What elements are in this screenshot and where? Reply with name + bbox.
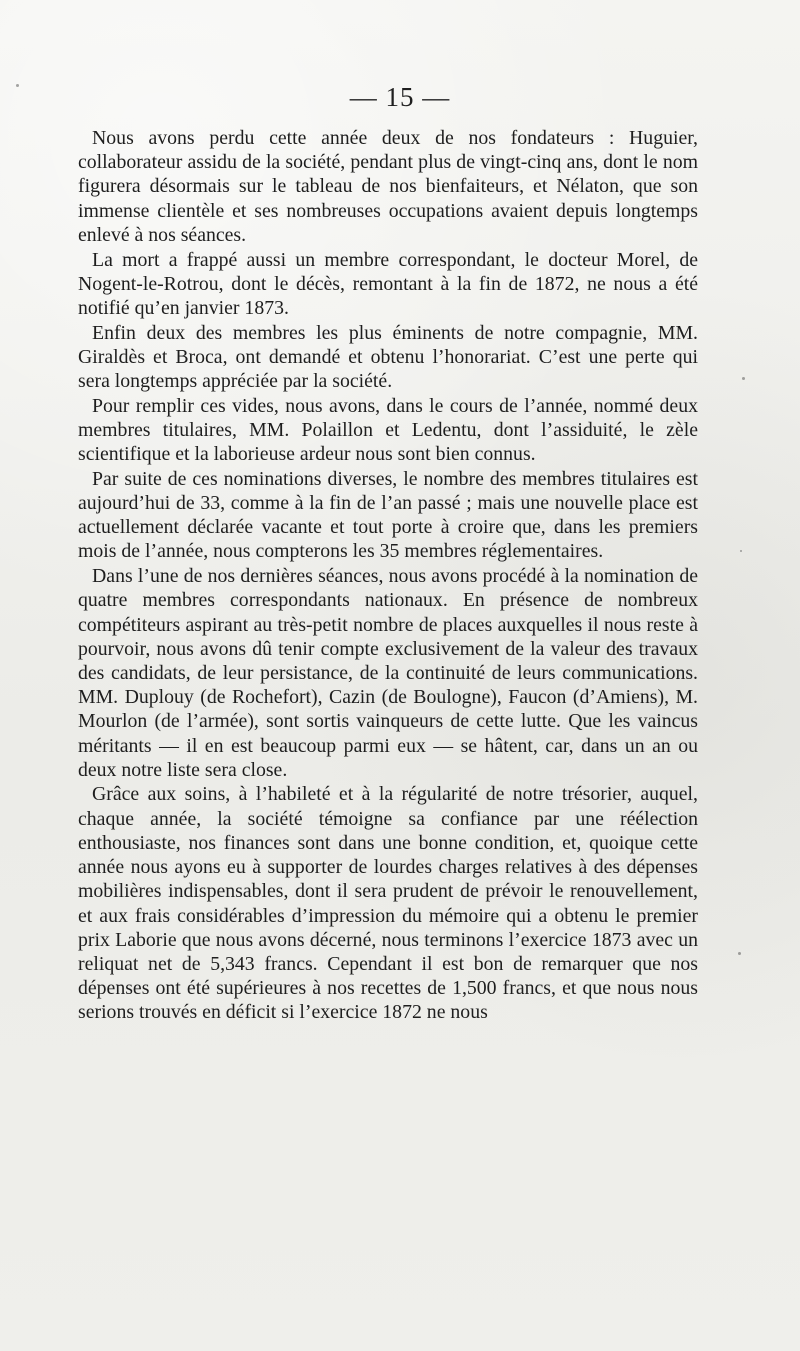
paragraph-6: Dans l’une de nos dernières séances, nous avons procédé à la nomination de quatre membres correspondants nationaux. En présence de nombreux compétiteurs aspirant au très-petit nombre de places auxquelles il nous reste à pourvoir, nous avons dû tenir compte exclusivement de la valeur des travaux des candidats, de leur persistance, de la continuité de leurs communications. MM. Duplouy (de Rochefort), Cazin (de Boulogne), Faucon (d’Amiens), M. Mourlon (de l’armée), sont sortis vainqueurs de cette lutte. Que les vaincus méritants — il en est beaucoup parmi eux — se hâtent, car, dans un an ou deux notre liste sera close. — [78, 565, 698, 781]
paragraph-7: Grâce aux soins, à l’habileté et à la régularité de notre trésorier, auquel, chaque année, la société témoigne sa confiance par une réélection enthousiaste, nos finances sont dans une bonne condition, et, quoique cette année nous ayons eu à supporter de lourdes charges relatives à des dépenses mobilières indispensables, dont il sera prudent de prévoir le renouvellement, et aux frais considérables d’impression du mémoire qui a obtenu le premier prix Laborie que nous avons décerné, nous terminons l’exercice 1873 avec un reliquat net de 5,343 francs. Cependant il est bon de remarquer que nos dépenses ont été supérieures à nos recettes de 1,500 francs, et que nous nous serions trouvés en déficit si l’exercice 1872 ne nous — [78, 783, 698, 1024]
body-text — [78, 126, 698, 1025]
paper-speck — [738, 952, 741, 955]
paragraph-1: Nous avons perdu cette année deux de nos fondateurs : Huguier, collaborateur assidu de la société, pendant plus de vingt-cinq ans, dont le nom figurera désormais sur le tableau de nos bienfaiteurs, et Nélaton, que son immense clientèle et ses nombreuses occupations avaient depuis longtemps enlevé à nos séances. — [78, 127, 698, 246]
paper-speck — [16, 84, 19, 87]
paragraph-2: La mort a frappé aussi un membre correspondant, le docteur Morel, de Nogent-le-Rotrou, dont le décès, remontant à la fin de 1872, ne nous a été notifié qu’en janvier 1873. — [78, 248, 698, 319]
paragraph-3: Enfin deux des membres les plus éminents de notre compagnie, MM. Giraldès et Broca, ont demandé et obtenu l’honorariat. C’est une perte qui sera longtemps appréciée par la société. — [78, 321, 698, 393]
page-number: — 15 — — [349, 82, 451, 112]
paper-speck — [742, 377, 745, 380]
paragraph-5: Par suite de ces nominations diverses, le nombre des membres titulaires est aujourd’hui de 33, comme à la fin de l’an passé ; mais une nouvelle place est actuellement déclarée vacante et tout porte à croire que, dans les premiers mois de l’année, nous compterons les 35 membres réglementaires. — [78, 467, 698, 563]
paper-speck — [740, 550, 742, 552]
paragraph-4: Pour remplir ces vides, nous avons, dans le cours de l’année, nommé deux membres titulaires, MM. Polaillon et Ledentu, dont l’assiduité, le zèle scientifique et la laborieuse ardeur nous sont bien connus. — [78, 394, 698, 466]
